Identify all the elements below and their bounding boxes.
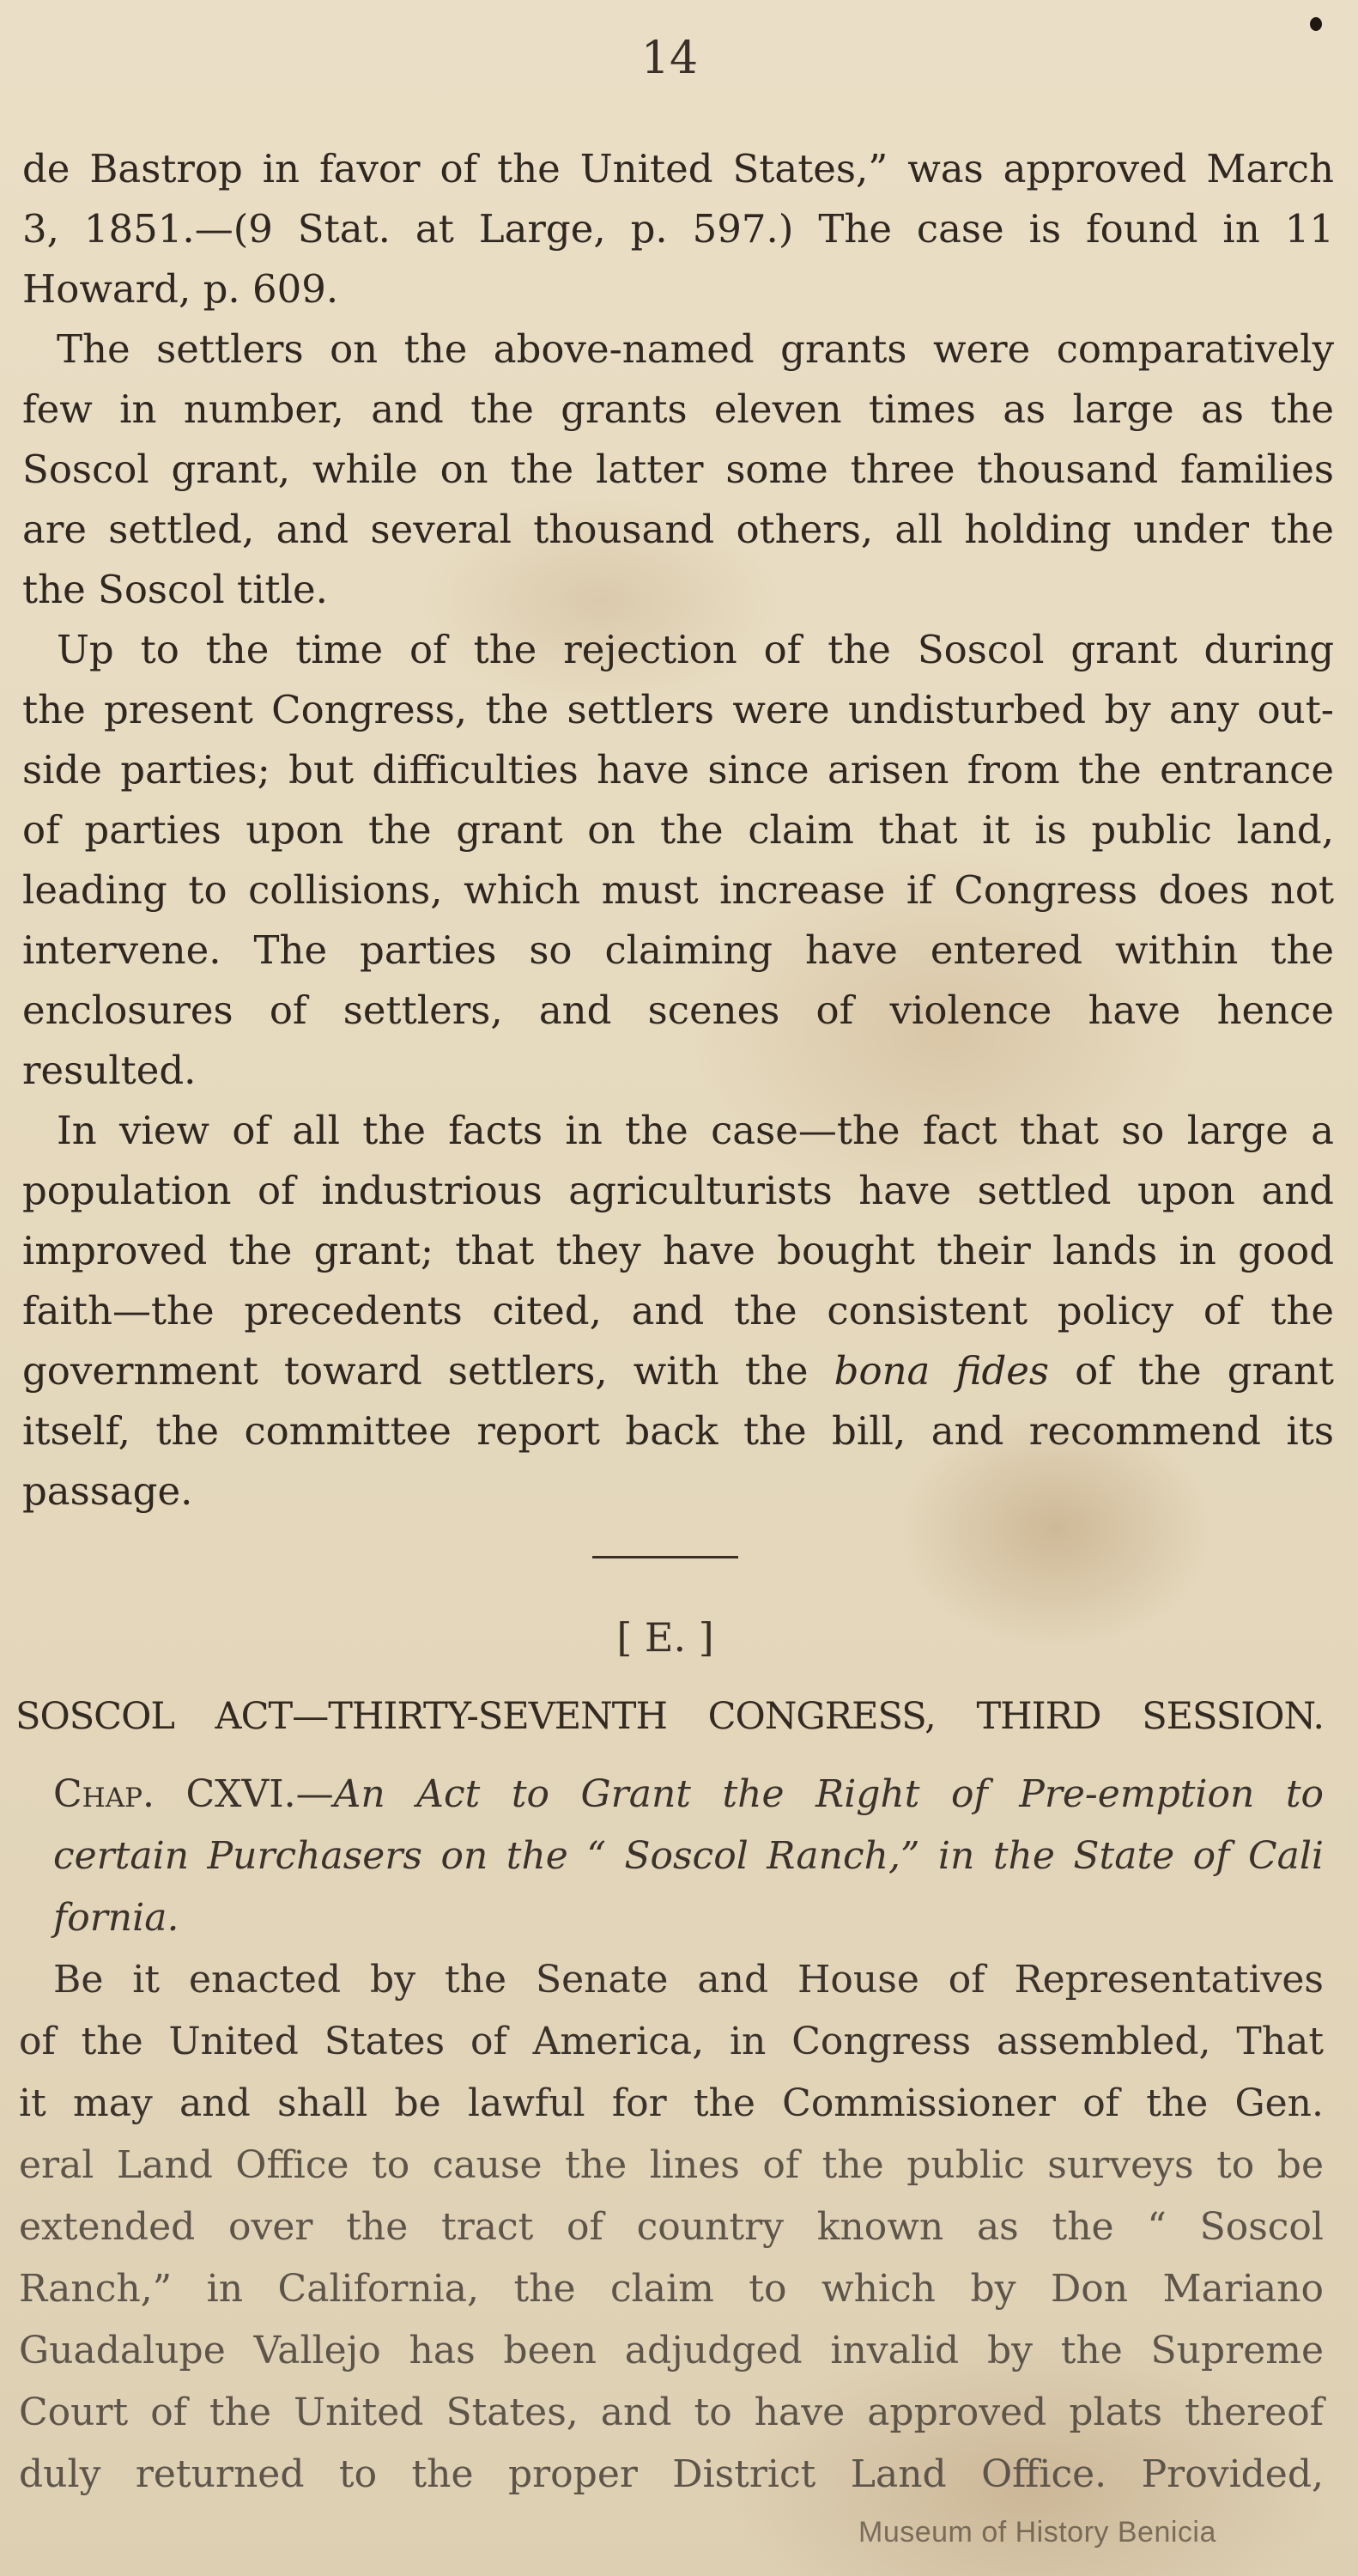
text-line: are settled, and several thousand others, all holding under the	[22, 507, 1334, 552]
chapter-title-line: certain Purchasers on the “ Soscol Ranch,” in the State of Cali	[53, 1834, 1324, 1878]
section-divider	[592, 1556, 738, 1558]
text-line: side parties; but difficulties have since arisen from the entrance	[22, 747, 1334, 793]
emphasis-bona-fides: bona fides	[834, 1348, 1050, 1394]
act-text	[19, 1764, 1324, 2506]
text-line: Guadalupe Vallejo has been adjudged invalid by the Supreme	[19, 2329, 1324, 2372]
section-mark: [ E. ]	[616, 1614, 714, 1661]
chapter-heading	[19, 1764, 1324, 1826]
text-line: intervene. The parties so claiming have entered within the	[22, 927, 1334, 973]
chapter-title: An Act to Grant the Right of Pre-emption to	[333, 1772, 1324, 1816]
text-line: few in number, and the grants eleven times as large as the	[22, 386, 1334, 432]
text-line: 3, 1851.—(9 Stat. at Large, p. 597.) The case is found in 11	[22, 206, 1334, 252]
text-line: Howard, p. 609.	[22, 266, 339, 312]
text-line: de Bastrop in favor of the United States,” was approved March	[22, 146, 1334, 191]
text-line: enclosures of settlers, and scenes of violence have hence	[22, 987, 1334, 1033]
page-number: 14	[640, 33, 699, 84]
text-fragment: government toward settlers, with the	[22, 1348, 834, 1394]
text-line: passage.	[22, 1468, 193, 1514]
text-line: eral Land Office to cause the lines of the public surveys to be	[19, 2143, 1324, 2187]
body-text	[22, 139, 1334, 1522]
text-line: In view of all the facts in the case—the fact that so large a	[57, 1108, 1334, 1153]
text-line: Up to the time of the rejection of the Soscol grant during	[57, 627, 1334, 672]
text-line: Court of the United States, and to have approved plats thereof	[19, 2391, 1324, 2434]
chapter-label: Chap. CXVI.—	[53, 1772, 334, 1816]
text-line: improved the grant; that they have bought their lands in good	[22, 1228, 1334, 1273]
text-line: Be it enacted by the Senate and House of Representatives	[53, 1958, 1324, 2002]
text-line: resulted.	[22, 1048, 197, 1093]
text-line: Soscol grant, while on the latter some three thousand families	[22, 447, 1334, 492]
text-line: population of industrious agriculturists have settled upon and	[22, 1168, 1334, 1213]
ink-spot	[1310, 17, 1322, 31]
text-line: it may and shall be lawful for the Commissioner of the Gen.	[19, 2081, 1324, 2125]
text-line	[22, 1341, 1334, 1401]
text-line: Ranch,” in California, the claim to which by Don Mariano	[19, 2267, 1324, 2311]
text-line: extended over the tract of country known as the “ Soscol	[19, 2205, 1324, 2249]
text-line: duly returned to the proper District Land Office. Provided,	[19, 2452, 1324, 2496]
watermark: Museum of History Benicia	[858, 2516, 1216, 2549]
text-line: faith—the precedents cited, and the consistent policy of the	[22, 1288, 1334, 1334]
text-line: the Soscol title.	[22, 567, 328, 612]
text-line: the present Congress, the settlers were undisturbed by any out-	[22, 687, 1334, 732]
chapter-title-line: fornia.	[53, 1896, 179, 1940]
text-fragment: of the grant	[1049, 1348, 1334, 1394]
text-line: itself, the committee report back the bill, and recommend its	[22, 1408, 1334, 1454]
act-heading: SOSCOL ACT—THIRTY-SEVENTH CONGRESS, THIRD SESSION.	[15, 1695, 1324, 1738]
text-line: of the United States of America, in Congress assembled, That	[19, 2020, 1324, 2063]
text-line: The settlers on the above-named grants were comparatively	[57, 326, 1334, 372]
text-line: leading to collisions, which must increase if Congress does not	[22, 867, 1334, 913]
text-line: of parties upon the grant on the claim that it is public land,	[22, 807, 1334, 853]
